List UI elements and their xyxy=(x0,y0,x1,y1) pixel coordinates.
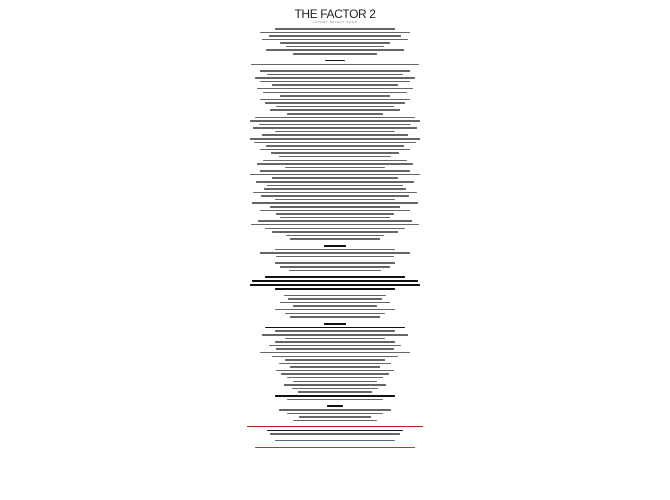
body-text-line xyxy=(275,330,395,332)
body-text-line xyxy=(263,92,407,94)
body-text-line xyxy=(275,249,395,251)
body-text-line xyxy=(281,373,389,375)
body-text-line xyxy=(287,113,383,115)
body-text-line xyxy=(270,109,400,111)
policy-page xyxy=(247,6,423,496)
body-text-line xyxy=(251,64,419,66)
body-text-line xyxy=(260,99,410,101)
logo-title: THE FACTOR 2 xyxy=(294,7,376,21)
body-text-line xyxy=(260,32,410,34)
body-text-line xyxy=(285,167,385,169)
footer-text-block xyxy=(247,430,423,444)
body-text-line xyxy=(270,433,400,435)
body-text-line xyxy=(272,231,398,233)
body-text-line xyxy=(284,384,386,386)
body-text-line xyxy=(287,377,383,379)
body-text-line xyxy=(269,35,401,37)
heading-text-line xyxy=(275,288,395,290)
body-text-line xyxy=(285,359,385,361)
body-text-line xyxy=(265,102,405,104)
body-text-line xyxy=(257,163,413,165)
body-text-line xyxy=(280,302,390,304)
body-text-line xyxy=(250,120,420,122)
body-text-line xyxy=(261,195,409,197)
body-text-line xyxy=(263,160,407,162)
body-text-line xyxy=(287,413,383,415)
body-text-line xyxy=(264,188,406,190)
body-text-line xyxy=(272,177,398,179)
body-text-line xyxy=(275,309,395,311)
body-text-line xyxy=(251,224,419,226)
body-text-line xyxy=(276,213,394,215)
body-text-line xyxy=(285,338,385,340)
body-text-line xyxy=(272,356,398,358)
body-text-line xyxy=(279,156,391,158)
body-text-line xyxy=(260,252,410,254)
body-text-line xyxy=(250,138,420,140)
body-text-line xyxy=(275,199,395,201)
body-text-line xyxy=(290,366,380,368)
body-text-line xyxy=(262,334,408,336)
notice-text-block xyxy=(247,28,423,424)
body-text-line xyxy=(293,381,377,383)
body-text-line xyxy=(266,49,404,51)
body-text-line xyxy=(260,149,410,151)
body-text-line xyxy=(280,42,390,44)
body-text-line xyxy=(267,74,403,76)
body-text-line xyxy=(298,391,372,393)
body-text-line xyxy=(259,124,411,126)
body-text-line xyxy=(275,131,395,133)
body-text-line xyxy=(254,142,416,144)
heading-text-line xyxy=(324,323,346,325)
heading-text-line xyxy=(327,405,343,407)
body-text-line xyxy=(260,170,410,172)
body-text-line xyxy=(275,440,395,442)
section-divider xyxy=(247,426,423,427)
body-text-line xyxy=(293,53,377,55)
body-text-line xyxy=(280,217,390,219)
store-logo xyxy=(247,8,423,25)
heading-text-line xyxy=(324,245,346,247)
body-text-line xyxy=(267,185,403,187)
body-text-line xyxy=(255,117,415,119)
body-text-line xyxy=(253,127,417,129)
body-text-line xyxy=(299,416,371,418)
body-text-line xyxy=(286,235,384,237)
body-text-line xyxy=(266,145,404,147)
body-text-line xyxy=(256,181,414,183)
body-text-line xyxy=(275,262,395,264)
body-text-line xyxy=(253,192,417,194)
body-text-line xyxy=(289,270,381,272)
body-text-line xyxy=(280,95,390,97)
body-text-line xyxy=(255,77,415,79)
body-text-line xyxy=(271,152,399,154)
body-text-line xyxy=(260,210,410,212)
body-text-line xyxy=(287,399,383,401)
body-text-line xyxy=(293,305,377,307)
body-text-line xyxy=(292,388,378,390)
body-text-line xyxy=(262,39,408,41)
heading-text-line xyxy=(265,276,405,278)
footer-red-notice xyxy=(255,447,415,449)
body-text-line xyxy=(285,313,385,315)
heading-text-line xyxy=(275,395,395,397)
body-text-line xyxy=(279,363,391,365)
body-text-line xyxy=(293,420,377,422)
body-text-line xyxy=(276,256,394,258)
heading-text-line xyxy=(325,60,345,62)
body-text-line xyxy=(290,238,380,240)
body-text-line xyxy=(288,298,382,300)
heading-text-line xyxy=(265,327,405,329)
body-text-line xyxy=(286,46,384,48)
body-text-line xyxy=(265,228,405,230)
heading-text-line xyxy=(252,280,418,282)
body-text-line xyxy=(262,134,408,136)
body-text-line xyxy=(276,370,394,372)
body-text-line xyxy=(270,206,400,208)
body-text-line xyxy=(275,341,395,343)
body-text-line xyxy=(257,88,413,90)
logo-subtitle: LUXURY SELECT SHOP xyxy=(312,20,358,24)
body-text-line xyxy=(269,345,401,347)
body-text-line xyxy=(252,202,418,204)
body-text-line xyxy=(290,316,380,318)
body-text-line xyxy=(250,174,420,176)
body-text-line xyxy=(272,84,398,86)
body-text-line xyxy=(276,348,394,350)
heading-text-line xyxy=(250,284,420,286)
body-text-line xyxy=(280,266,390,268)
body-text-line xyxy=(276,106,394,108)
body-text-line xyxy=(284,295,386,297)
body-text-line xyxy=(279,409,391,411)
body-text-line xyxy=(275,28,395,30)
body-text-line xyxy=(258,220,412,222)
body-text-line xyxy=(260,81,410,83)
heading-text-line xyxy=(267,430,403,432)
body-text-line xyxy=(260,352,410,354)
body-text-line xyxy=(260,70,410,72)
